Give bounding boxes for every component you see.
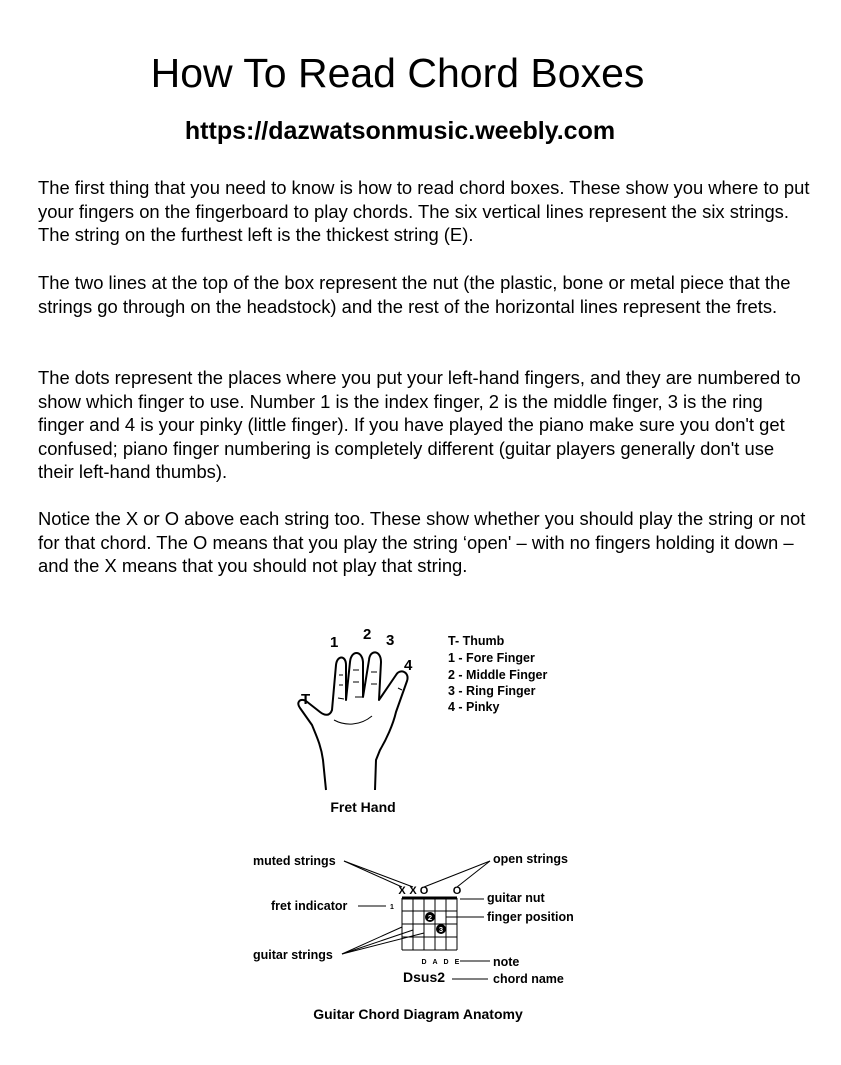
- legend-thumb: T- Thumb: [448, 634, 505, 648]
- fret-hand-figure: [298, 626, 547, 815]
- fret-number: 1: [390, 904, 394, 911]
- anatomy-caption: Guitar Chord Diagram Anatomy: [313, 1006, 523, 1022]
- note-d1: D: [421, 959, 427, 966]
- open-marker-3: O: [419, 885, 429, 897]
- pointer-lines: [342, 861, 490, 979]
- thumb-label: T: [301, 691, 311, 708]
- page-title: How To Read Chord Boxes: [150, 50, 645, 96]
- note-d2: D: [443, 959, 449, 966]
- finger-number-1: 1: [330, 634, 339, 651]
- open-strings-label: open strings: [493, 852, 569, 866]
- muted-marker-2: X: [409, 885, 417, 897]
- open-marker-6: O: [452, 885, 462, 897]
- finger-number-3: 3: [386, 632, 395, 649]
- legend-pinky: 4 - Pinky: [448, 700, 500, 714]
- markers-paragraph: Notice the X or O above each string too. These show whether you should play the string or not for that chord. The O means that you play the string ‘open' – with no fingers holding it down – and the X means that you should not play that string.: [38, 508, 806, 577]
- guitar-strings-label: guitar strings: [253, 948, 333, 962]
- finger-dot-3-label: 3: [438, 925, 444, 934]
- hand-drawing: [298, 652, 407, 790]
- legend-ring-finger: 3 - Ring Finger: [448, 684, 536, 698]
- finger-position-label: finger position: [487, 910, 574, 924]
- finger-dot-2-label: 2: [427, 913, 433, 922]
- muted-strings-label: muted strings: [253, 854, 336, 868]
- legend-middle-finger: 2 - Middle Finger: [448, 668, 548, 682]
- note-e: E: [454, 959, 460, 966]
- chord-name-label: chord name: [493, 972, 564, 986]
- fret-indicator-label: fret indicator: [271, 899, 348, 913]
- chord-name: Dsus2: [403, 969, 446, 985]
- chord-diagram-figure: [253, 852, 574, 1022]
- legend-fore-finger: 1 - Fore Finger: [448, 651, 535, 665]
- muted-marker-1: X: [398, 885, 406, 897]
- chord-grid: [402, 898, 457, 950]
- fret-hand-caption: Fret Hand: [330, 799, 396, 815]
- note-a: A: [432, 959, 438, 966]
- nut-paragraph: The two lines at the top of the box represent the nut (the plastic, bone or metal piece that the strings go through on the headstock) and the rest of the horizontal lines represent the frets.: [38, 272, 791, 317]
- guitar-nut-label: guitar nut: [487, 891, 545, 905]
- intro-paragraph: The first thing that you need to know is how to read chord boxes. These show you where to put your fingers on the fingerboard to play chords. The six vertical lines represent the six strings. The string on the furthest left is the thickest string (E).: [38, 177, 810, 246]
- finger-number-2: 2: [363, 626, 372, 643]
- site-url[interactable]: https://dazwatsonmusic.weebly.com: [184, 117, 616, 145]
- dots-paragraph: The dots represent the places where you put your left-hand fingers, and they are numbered to show which finger to use. Number 1 is the index finger, 2 is the middle finger, 3 is the ring finger and 4 is your pinky (little finger). If you have played the piano make sure you don't get confused; piano finger numbering is completely different (guitar players generally don't use their left-hand thumbs).: [38, 367, 801, 483]
- finger-number-4: 4: [404, 657, 413, 674]
- note-label: note: [493, 955, 520, 969]
